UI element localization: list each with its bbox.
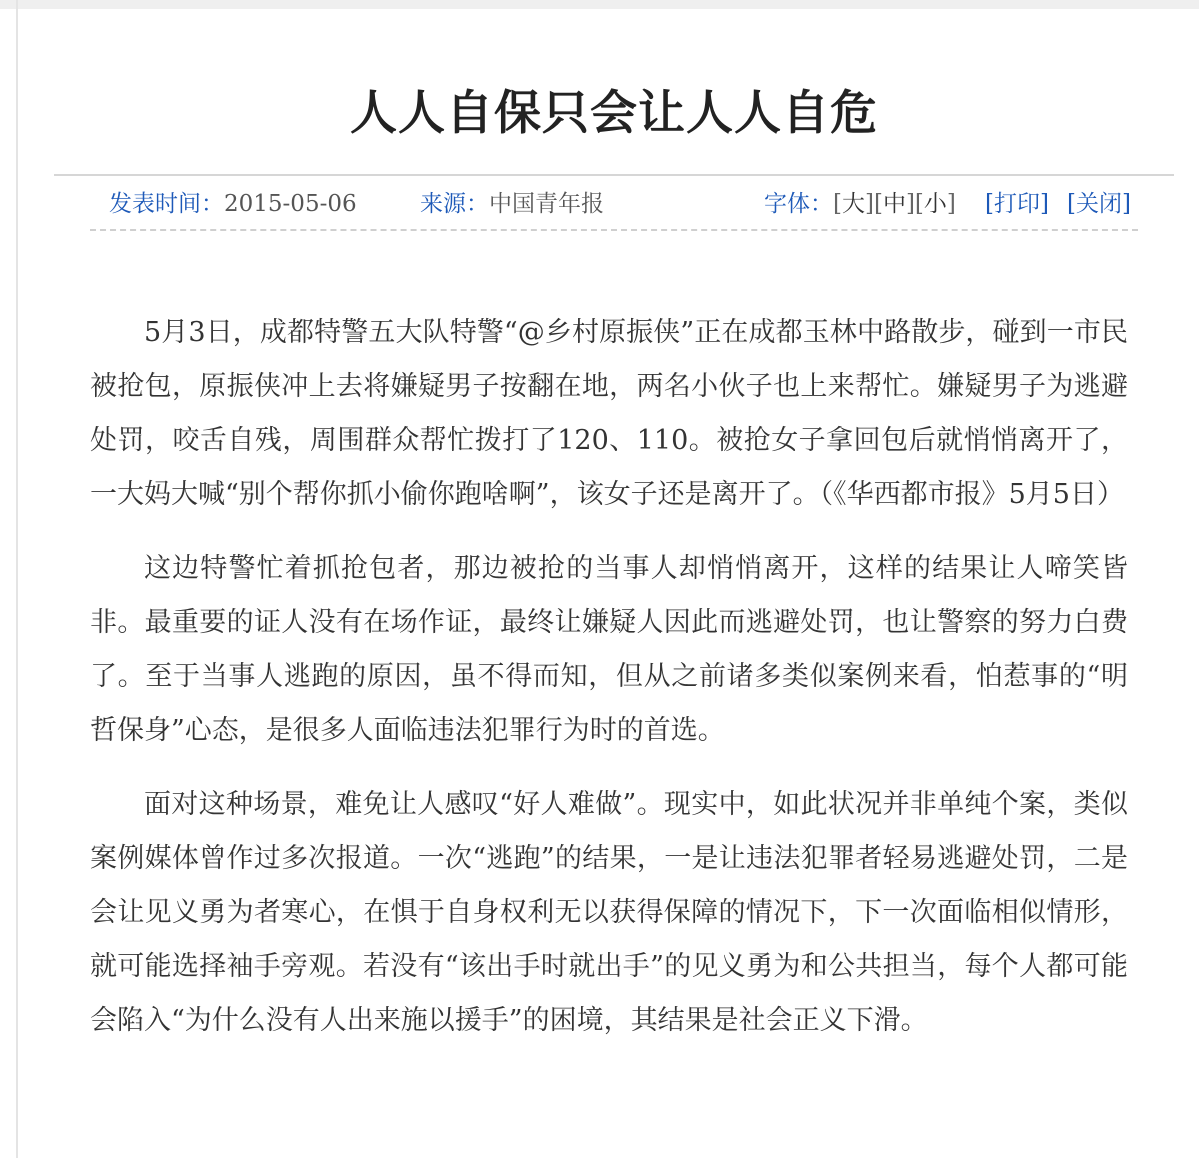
page-title: 人人自保只会让人人自危	[350, 86, 878, 141]
source	[420, 186, 604, 222]
left-border	[16, 0, 18, 1158]
article-paragraph: 这边特警忙着抓抢包者，那边被抢的当事人却悄悄离开，这样的结果让人啼笑皆非。最重要的证人没有在场作证，最终让嫌疑人因此而逃避处罚，也让警察的努力白费了。至于当事人逃跑的原因，虽不得而知，但从之前诸多类似案例来看，怕惹事的“明哲保身”心态，是很多人面临违法犯罪行为时的首选。	[90, 553, 1128, 746]
article-paragraph: 面对这种场景，难免让人感叹“好人难做”。现实中，如此状况并非单纯个案，类似案例媒体曾作过多次报道。一次“逃跑”的结果，一是让违法犯罪者轻易逃避处罚，二是会让见义勇为者寒心，在惧于自身权利无以获得保障的情况下，下一次面临相似情形，就可能选择袖手旁观。若没有“该出手时就出手”的见义勇为和公共担当，每个人都可能会陷入“为什么没有人出来施以援手”的困境，其结果是社会正义下滑。	[90, 789, 1128, 1036]
font-size-controls: 字体：[大][中][小]	[764, 191, 956, 217]
article-paragraph: 5月3日，成都特警五大队特警“@乡村原振侠”正在成都玉林中路散步，碰到一市民被抢包，原振侠冲上去将嫌疑男子按翻在地，两名小伙子也上来帮忙。嫌疑男子为逃避处罚，咬舌自残，周围群众帮忙拨打了120、110。被抢女子拿回包后就悄悄离开了，一大妈大喊“别个帮你抓小偷你跑啥啊”，该女子还是离开了。（《华西都市报》5月5日）	[90, 317, 1128, 510]
publish-date	[109, 186, 357, 222]
title-divider	[54, 174, 1174, 176]
font-large-link[interactable]: 大	[841, 191, 865, 217]
close-link[interactable]: 关闭	[1075, 191, 1122, 217]
source-label: 来源：	[420, 191, 489, 217]
meta-divider	[90, 229, 1138, 231]
top-bar	[0, 0, 1199, 9]
font-size-label: 字体：	[764, 191, 833, 217]
source-value: 中国青年报	[489, 191, 604, 217]
print-link[interactable]: 打印	[993, 191, 1040, 217]
article-meta	[0, 186, 1199, 222]
font-medium-link[interactable]: 中	[882, 191, 906, 217]
article-body	[90, 306, 1128, 1068]
font-small-link[interactable]: 小	[923, 191, 947, 217]
article-actions: [打印] [关闭]	[985, 191, 1131, 217]
publish-date-label: 发表时间：	[109, 191, 224, 217]
publish-date-value: 2015-05-06	[224, 191, 357, 217]
